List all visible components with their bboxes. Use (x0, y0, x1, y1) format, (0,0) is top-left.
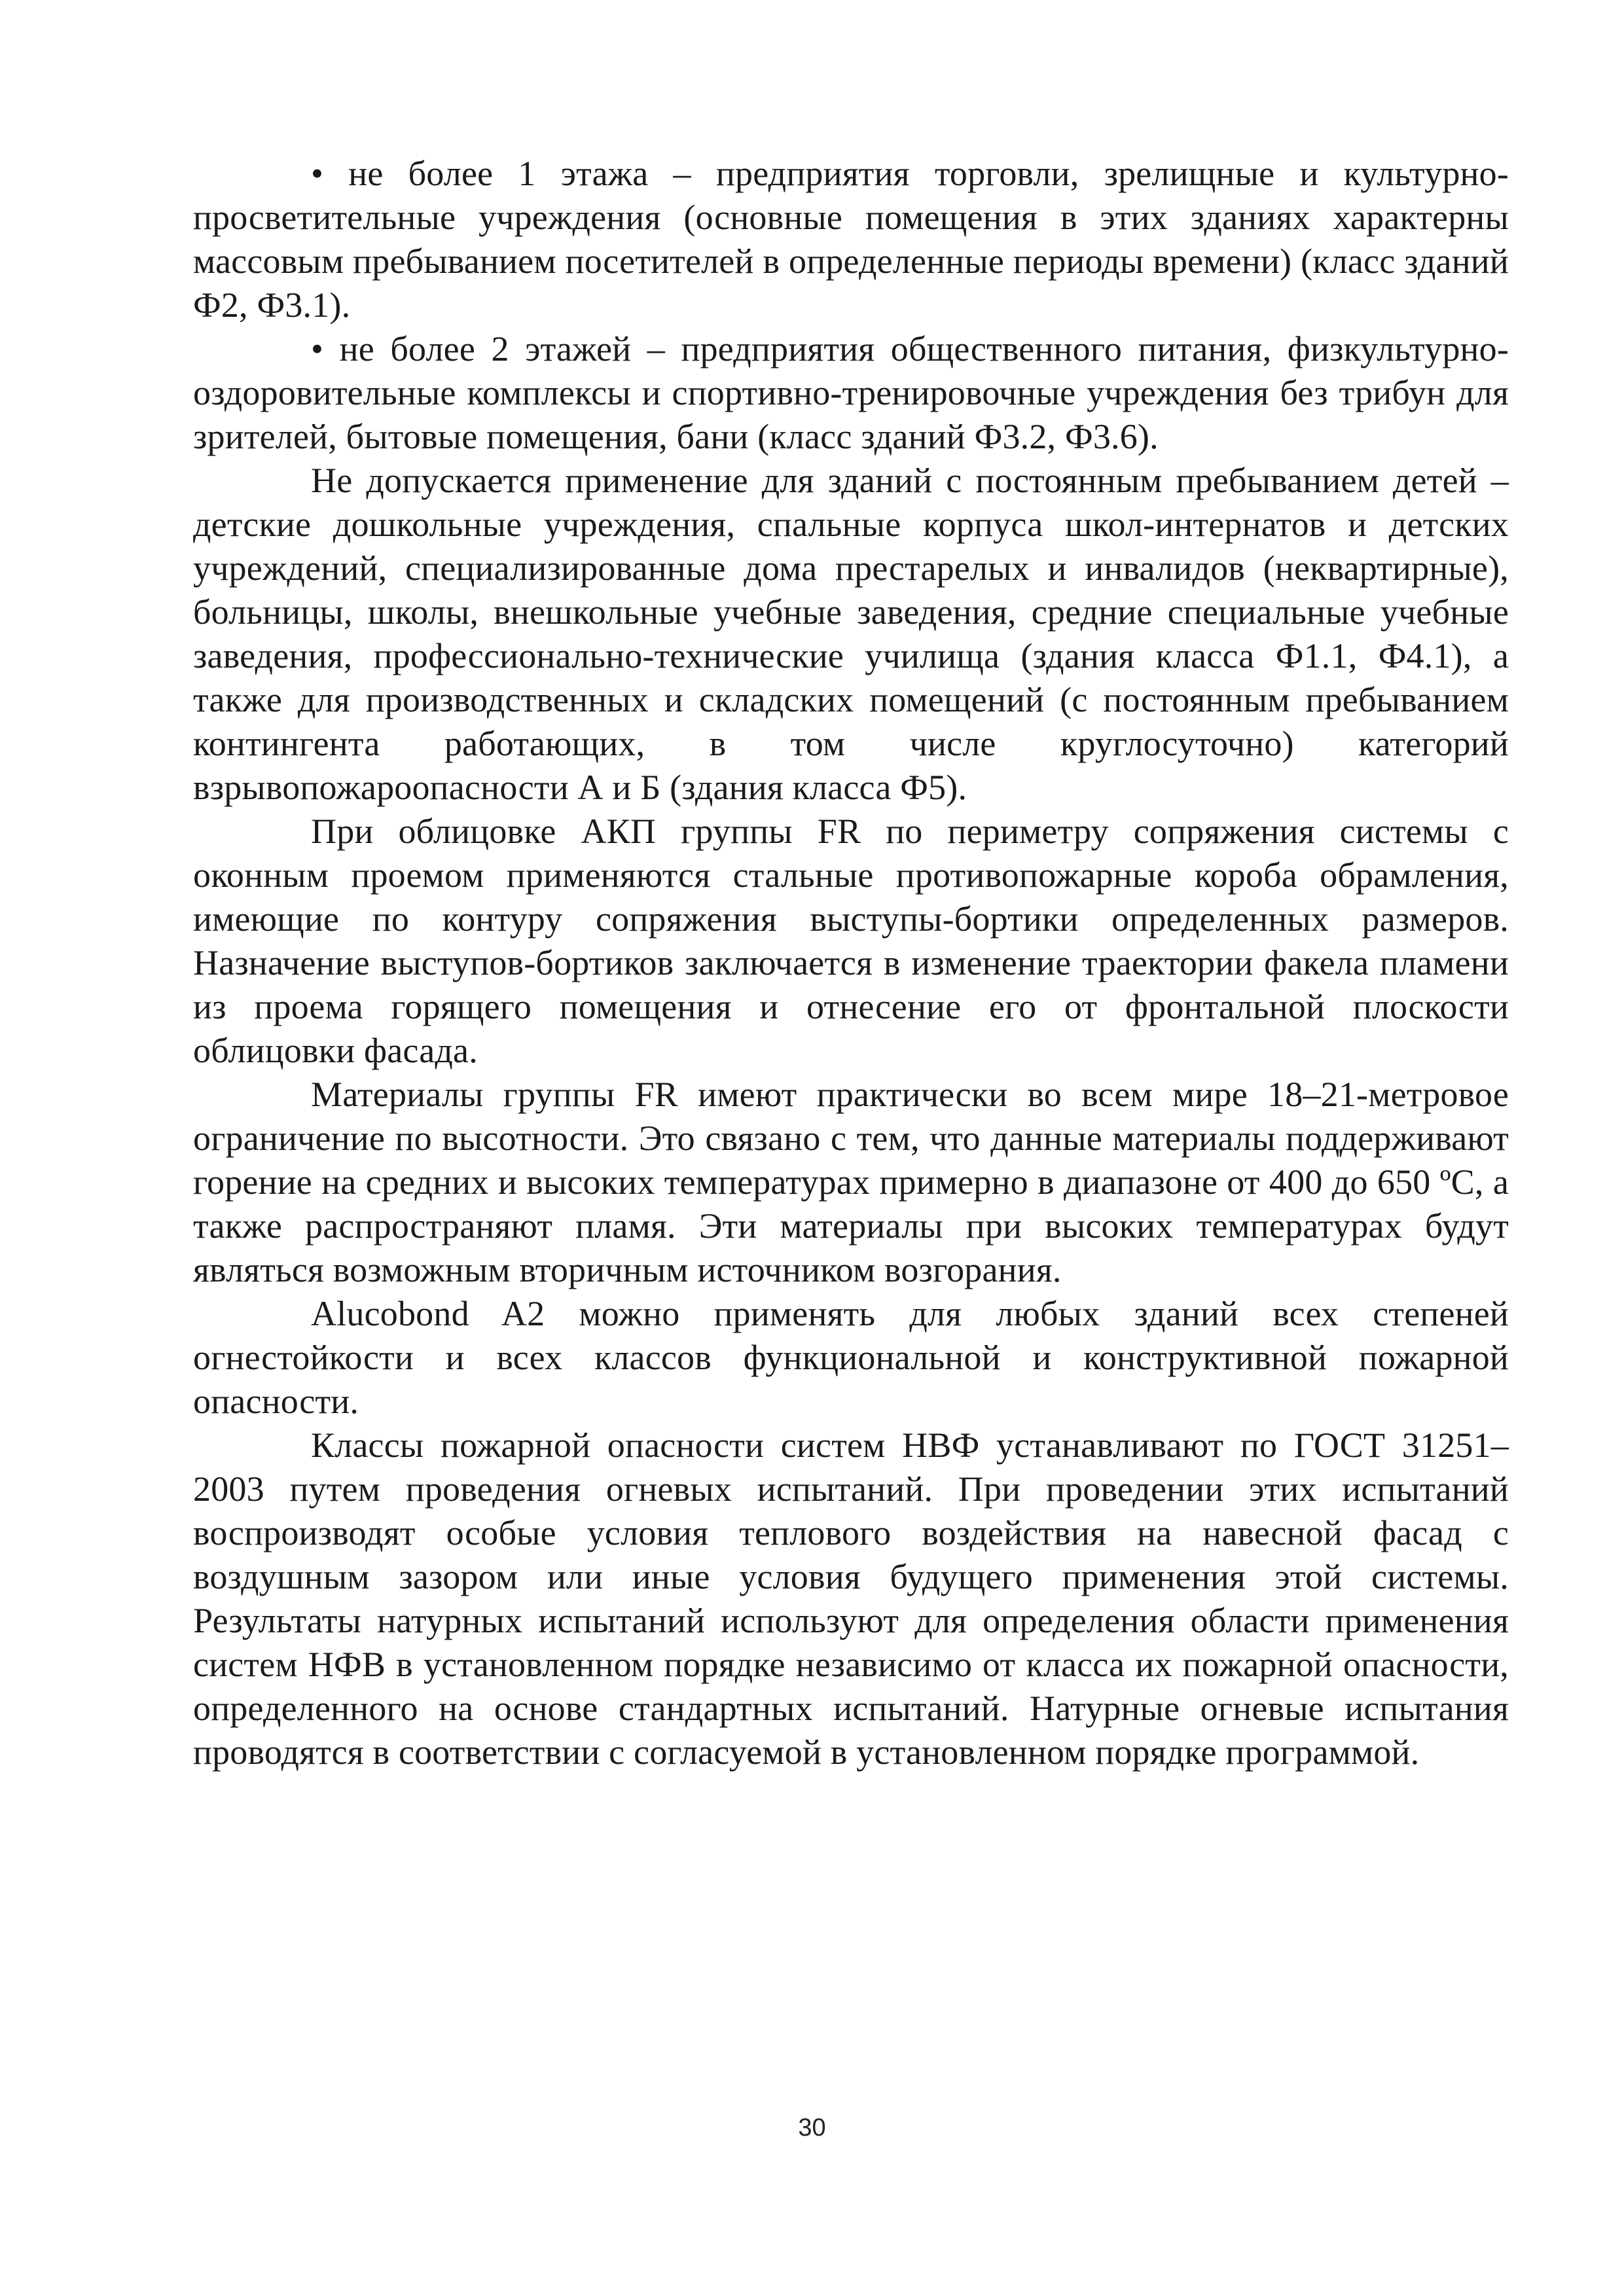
page-number: 30 (798, 2114, 826, 2142)
body-text (193, 152, 1509, 1774)
paragraph-bullet-1-floor: • не более 1 этажа – предприятия торговли, зрелищные и культурно-просветительные учреждения (основные помещения в этих зданиях характерны массовым пребыванием посетителей в определенные периоды времени) (класс зданий Ф2, Ф3.1). (193, 154, 1509, 325)
paragraph-alucobond-a2: Alucobond A2 можно применять для любых зданий всех степеней огнестойкости и всех классов функциональной и конструктивной пожарной опасности. (193, 1294, 1509, 1421)
paragraph-restrictions: Не допускается применение для зданий с постоянным пребыванием детей – детские дошкольные учреждения, спальные корпуса школ-интернатов и детских учреждений, специализированные дома престарелых и инвалидов (неквартирные), больницы, школы, внешкольные учебные заведения, средние специальные учебные заведения, профессионально-технические училища (здания класса Ф1.1, Ф4.1), а также для производственных и складских помещений (с постоянным пребыванием контингента работающих, в том числе круглосуточно) категорий взрывопожароопасности А и Б (здания класса Ф5). (193, 461, 1509, 807)
paragraph-fr-height-limit: Материалы группы FR имеют практически во всем мире 18–21-метровое ограничение по высотности. Это связано с тем, что данные материалы поддерживают горение на средних и высоких температурах примерно в диапазоне от 400 до 650 ºС, а также распространяют пламя. Эти материалы при высоких температурах будут являться возможным вторичным источником возгорания. (193, 1075, 1509, 1289)
paragraph-bullet-2-floors: • не более 2 этажей – предприятия общественного питания, физкультурно-оздоровительные комплексы и спортивно-тренировочные учреждения без трибун для зрителей, бытовые помещения, бани (класс зданий Ф3.2, Ф3.6). (193, 329, 1509, 456)
paragraph-window-framing: При облицовке АКП группы FR по периметру сопряжения системы с оконным проемом применяются стальные противопожарные короба обрамления, имеющие по контуру сопряжения выступы-бортики определенных размеров. Назначение выступов-бортиков заключается в изменение траектории факела пламени из проема горящего помещения и отнесение его от фронтальной плоскости облицовки фасада. (193, 812, 1509, 1070)
paragraph-fire-classes: Классы пожарной опасности систем НВФ устанавливают по ГОСТ 31251–2003 путем проведения огневых испытаний. При проведении этих испытаний воспроизводят особые условия теплового воздействия на навесной фасад с воздушным зазором или иные условия будущего применения этой системы. Результаты натурных испытаний используют для определения области применения систем НФВ в установленном порядке независимо от класса их пожарной опасности, определенного на основе стандартных испытаний. Натурные огневые испытания проводятся в соответствии с согласуемой в установленном порядке программой. (193, 1426, 1509, 1772)
